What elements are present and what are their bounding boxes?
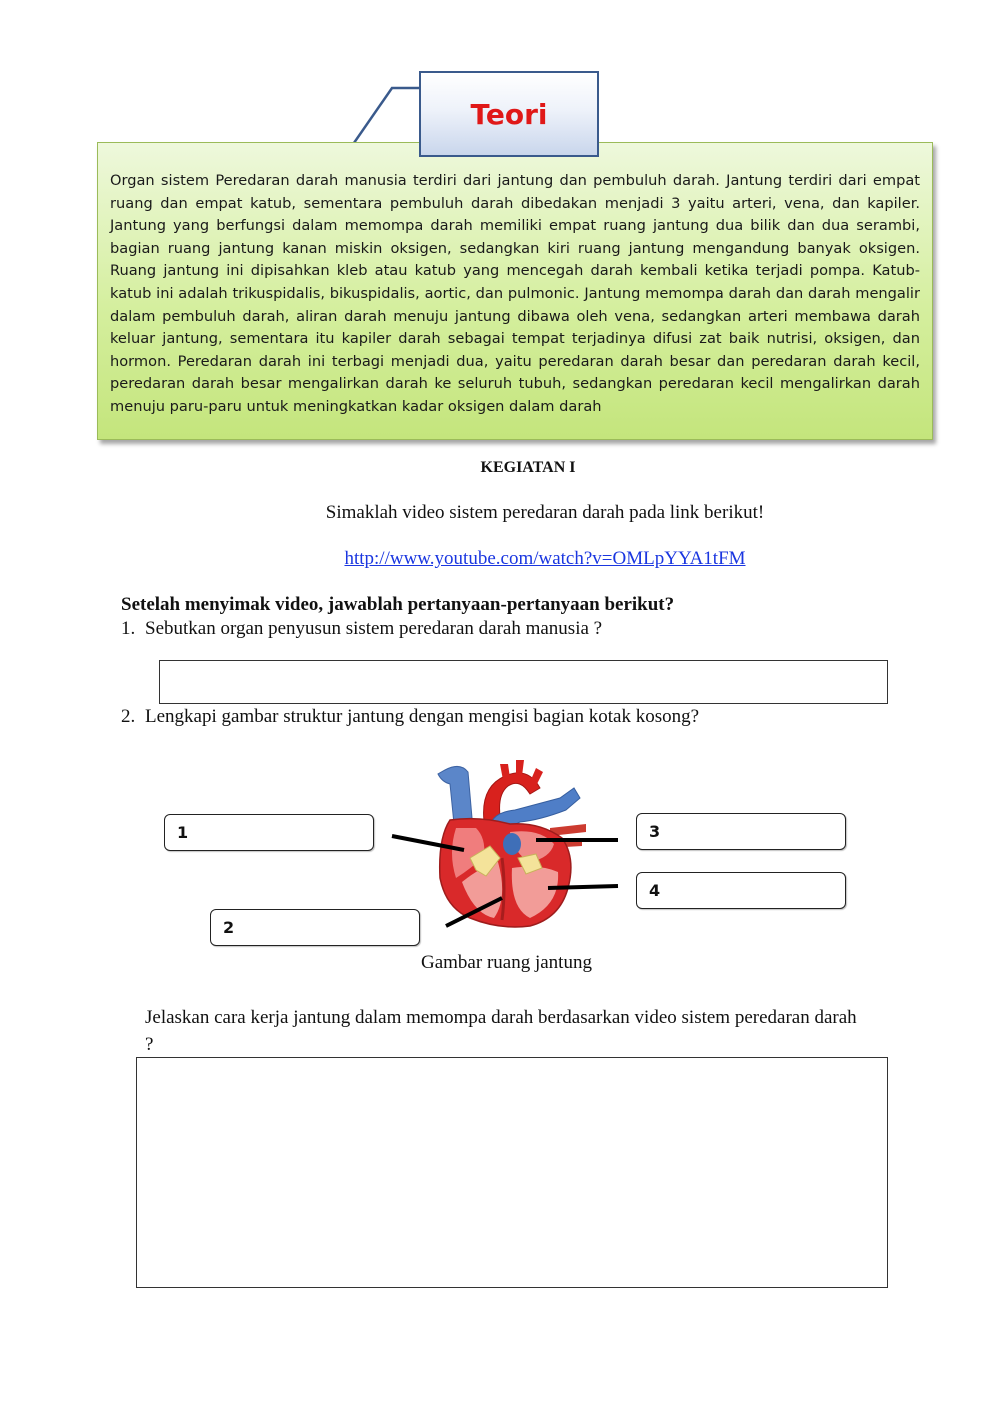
question-1-number: 1. [121, 618, 136, 639]
heart-label-box-2[interactable] [210, 909, 420, 946]
question-2 [121, 706, 699, 728]
question-2-number: 2. [121, 706, 136, 727]
video-instruction: Simaklah video sistem peredaran darah pada link berikut! [325, 502, 765, 523]
heart-label-box-1[interactable] [164, 814, 374, 851]
question-1 [121, 618, 602, 640]
heart-label-number-4: 4 [649, 881, 661, 900]
heart-label-number-3: 3 [649, 822, 661, 841]
activity-title: KEGIATAN I [480, 459, 576, 476]
theory-paragraph: Organ sistem Peredaran darah manusia terdiri dari jantung dan pembuluh darah. Jantung terdiri dari empat ruang dan empat katub, sementara pembuluh darah dibedakan menjadi 3 yaitu arteri, vena, dan kapiler. Jantung yang berfungsi dalam memompa darah memiliki empat ruang jantung dua bilik dan dua serambi, bagian ruang jantung kanan miskin oksigen, sedangkan kiri ruang jantung mengandung banyak oksigen. Ruang jantung ini dipisahkan kleb atau katub yang mencegah darah kembali ketika terjadi pompa. Katub-katub ini adalah trikuspidalis, bikuspidalis, aortic, dan pulmonic. Jantung memompa darah dan darah mengalir dalam pembuluh darah, aliran darah menuju jantung dibawa oleh vena, sedangkan arteri membawa darah keluar jantung, sementara itu kapiler darah sebagai tempat terjadinya difusi zat baik nutrisi, oksigen, dan hormon. Peredaran darah ini terbagi menjadi dua, yaitu peredaran darah besar dan peredaran darah kecil, peredaran darah besar mengalirkan darah ke seluruh tubuh, sedangkan peredaran kecil mengalirkan darah menuju paru-paru untuk meningkatkan kadar oksigen dalam darah [110, 172, 920, 415]
vena-cava-vessel [438, 766, 472, 824]
aortic-valve [503, 833, 521, 855]
heart-diagram-caption: Gambar ruang jantung [421, 952, 592, 973]
heart-label-number-2: 2 [223, 918, 235, 937]
pointer-line-4 [548, 886, 618, 888]
heart-label-box-4[interactable] [636, 872, 846, 909]
question-1-text: Sebutkan organ penyusun sistem peredaran darah manusia ? [145, 618, 603, 639]
theory-title: Teori [470, 97, 548, 131]
heart-label-box-3[interactable] [636, 813, 846, 850]
question-3-text: Jelaskan cara kerja jantung dalam memompa darah berdasarkan video sistem peredaran darah ? [145, 1007, 857, 1055]
video-link[interactable]: http://www.youtube.com/watch?v=OMLpYYA1tFM [344, 548, 746, 569]
questions-heading: Setelah menyimak video, jawablah pertanyaan-pertanyaan berikut? [121, 594, 675, 615]
question-2-text: Lengkapi gambar struktur jantung dengan mengisi bagian kotak kosong? [145, 706, 700, 727]
heart-diagram [390, 758, 620, 938]
answer-1-field[interactable] [159, 660, 888, 704]
theory-callout [419, 71, 599, 157]
heart-label-number-1: 1 [177, 823, 189, 842]
answer-3-field[interactable] [136, 1057, 888, 1288]
